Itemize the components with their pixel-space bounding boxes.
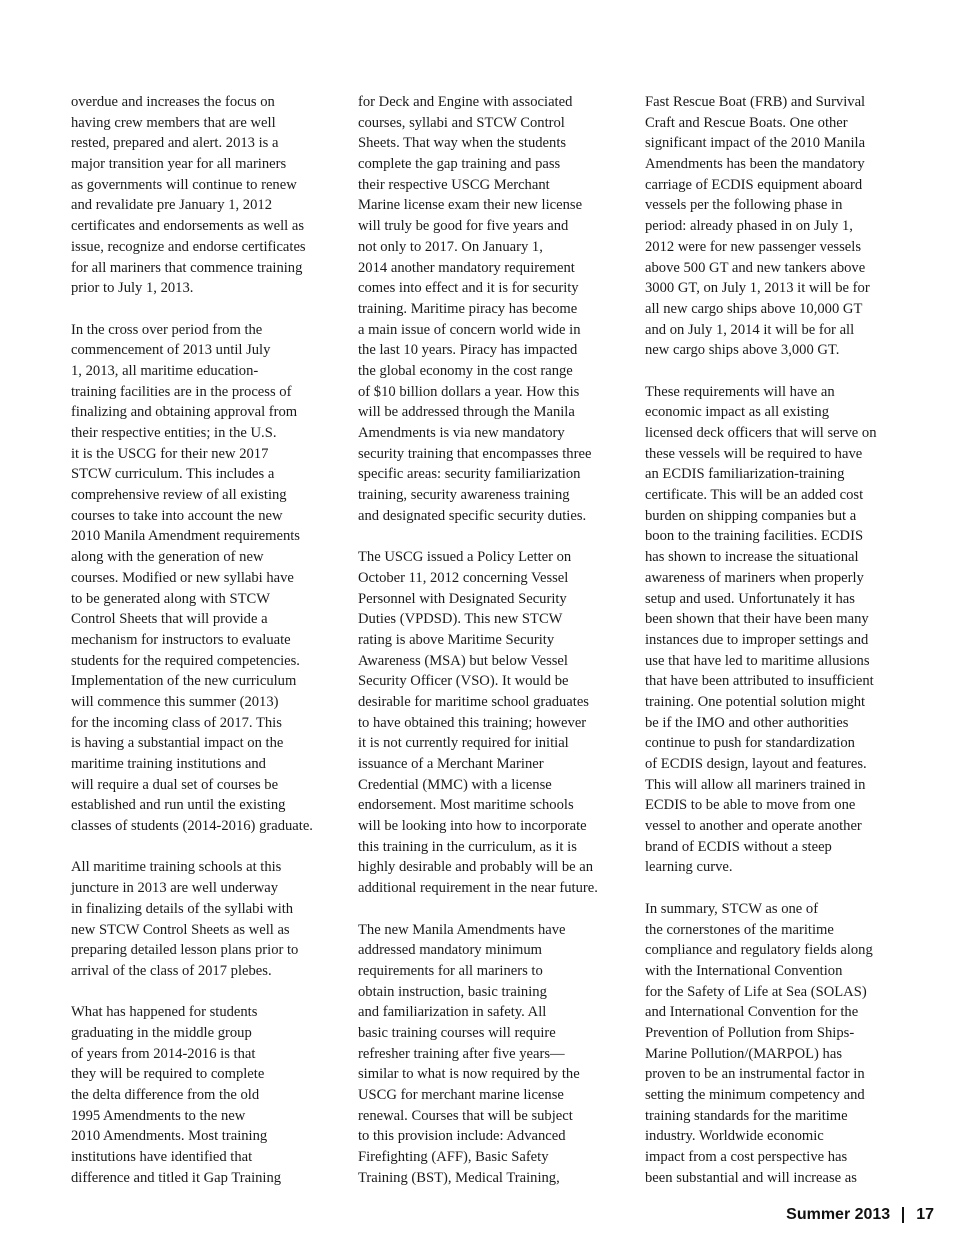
text-line: significant impact of the 2010 Manila — [645, 135, 866, 152]
text-line: arrival of the class of 2017 plebes. — [71, 962, 272, 979]
text-line: all new cargo ships above 10,000 GT — [645, 300, 863, 317]
text-line: Control Sheets that will provide a — [71, 611, 268, 628]
issue-label: Summer 2013 — [786, 1206, 891, 1223]
paragraph-gap — [358, 526, 630, 547]
text-line: and designated specific security duties. — [358, 507, 587, 524]
text-line: training, security awareness training — [358, 487, 570, 504]
text-line: period: already phased in on July 1, — [645, 218, 853, 235]
paragraph — [71, 320, 343, 837]
text-line: vessels per the following phase in — [645, 197, 843, 214]
paragraph-gap — [358, 899, 630, 920]
text-line: Training (BST), Medical Training, — [358, 1169, 560, 1186]
text-line: it is not currently required for initial — [358, 735, 569, 752]
text-line: This will allow all mariners trained in — [645, 776, 866, 793]
text-line: juncture in 2013 are well underway — [71, 880, 279, 897]
text-line: In summary, STCW as one of — [645, 900, 819, 917]
text-line: been substantial and will increase as — [645, 1169, 857, 1186]
text-line: certificate. This will be an added cost — [645, 487, 864, 504]
text-line: the cornerstones of the maritime — [645, 921, 834, 938]
text-line: it is the USCG for their new 2017 — [71, 445, 269, 462]
text-line: desirable for maritime school graduates — [358, 693, 589, 710]
text-line: above 500 GT and new tankers above — [645, 259, 866, 276]
text-line: training. Maritime piracy has become — [358, 300, 578, 317]
text-line: the delta difference from the old — [71, 1087, 260, 1103]
text-line: an ECDIS familiarization-training — [645, 466, 845, 483]
text-line: been shown that their have been many — [645, 611, 869, 628]
text-column-3 — [645, 92, 917, 1188]
text-line: Sheets. That way when the students — [358, 135, 567, 152]
text-line: industry. Worldwide economic — [645, 1128, 824, 1145]
text-line: the global economy in the cost range — [358, 362, 573, 379]
text-line: All maritime training schools at this — [71, 859, 282, 876]
text-line: STCW curriculum. This includes a — [71, 466, 275, 483]
text-line: has shown to increase the situational — [645, 549, 859, 566]
text-line: will truly be good for five years and — [358, 218, 569, 235]
paragraph — [358, 92, 630, 526]
text-line: commencement of 2013 until July — [71, 342, 271, 359]
text-line: comes into effect and it is for security — [358, 280, 579, 297]
text-line: for the Safety of Life at Sea (SOLAS) — [645, 983, 867, 1000]
paragraph-gap — [645, 361, 917, 382]
text-line: of years from 2014-2016 is that — [71, 1045, 256, 1062]
text-line: Craft and Rescue Boats. One other — [645, 114, 848, 131]
text-line: will commence this summer (2013) — [71, 693, 279, 710]
text-line: courses to take into account the new — [71, 507, 283, 524]
paragraph — [645, 899, 917, 1189]
text-line: having crew members that are well — [71, 114, 276, 131]
text-line: Marine Pollution/(MARPOL) has — [645, 1045, 843, 1062]
text-line: 2010 Manila Amendment requirements — [71, 528, 300, 545]
text-line: In the cross over period from the — [71, 321, 263, 338]
text-line: ECDIS to be able to move from one — [645, 797, 856, 814]
text-line: comprehensive review of all existing — [71, 487, 287, 504]
paragraph-gap — [71, 982, 343, 1003]
paragraph — [71, 1002, 343, 1188]
text-line: difference and titled it Gap Training — [71, 1169, 282, 1186]
text-line: to be generated along with STCW — [71, 590, 270, 607]
text-line: be if the IMO and other authorities — [645, 714, 849, 731]
text-line: complete the gap training and pass — [358, 156, 561, 173]
text-line: carriage of ECDIS equipment aboard — [645, 176, 863, 193]
paragraph-gap — [71, 837, 343, 858]
text-line: addressed mandatory minimum — [358, 942, 543, 959]
text-column-1 — [71, 92, 343, 1188]
text-line: boon to the training facilities. ECDIS — [645, 528, 864, 545]
text-line: the last 10 years. Piracy has impacted — [358, 342, 578, 359]
text-line: similar to what is now required by the — [358, 1066, 580, 1083]
text-line: these vessels will be required to have — [645, 445, 863, 462]
text-line: this training in the curriculum, as it is — [358, 838, 577, 855]
text-line: licensed deck officers that will serve on — [645, 425, 877, 441]
text-line: setup and used. Unfortunately it has — [645, 590, 855, 607]
text-line: additional requirement in the near future. — [358, 880, 598, 897]
text-line: Duties (VPDSD). This new STCW — [358, 611, 563, 628]
text-line: their respective USCG Merchant — [358, 176, 550, 193]
text-line: use that have led to maritime allusions — [645, 652, 870, 669]
text-line: for Deck and Engine with associated — [358, 94, 573, 110]
text-line: 1, 2013, all maritime education- — [71, 362, 259, 379]
text-line: of ECDIS design, layout and features. — [645, 756, 867, 772]
text-line: is having a substantial impact on the — [71, 735, 284, 752]
text-line: major transition year for all mariners — [71, 156, 287, 173]
text-line: 3000 GT, on July 1, 2013 it will be for — [645, 280, 870, 297]
text-line: for the incoming class of 2017. This — [71, 714, 282, 731]
text-line: new cargo ships above 3,000 GT. — [645, 342, 840, 359]
paragraph — [645, 92, 917, 361]
footer-divider — [902, 1207, 904, 1223]
text-line: Fast Rescue Boat (FRB) and Survival — [645, 94, 866, 110]
paragraph — [358, 920, 630, 1189]
text-line: highly desirable and probably will be an — [358, 859, 594, 876]
text-line: renewal. Courses that will be subject — [358, 1107, 573, 1124]
text-line: in finalizing details of the syllabi with — [71, 900, 294, 917]
text-line: proven to be an instrumental factor in — [645, 1066, 865, 1083]
text-line: Security Officer (VSO). It would be — [358, 673, 569, 690]
text-line: students for the required competencies. — [71, 652, 300, 669]
text-line: Amendments has been the mandatory — [645, 156, 865, 173]
text-line: 2014 another mandatory requirement — [358, 259, 575, 276]
text-line: mechanism for instructors to evaluate — [71, 631, 291, 648]
text-line: What has happened for students — [71, 1004, 258, 1021]
text-line: a main issue of concern world wide in — [358, 321, 581, 338]
text-line: that have been attributed to insufficient — [645, 673, 874, 690]
text-line: basic training courses will require — [358, 1024, 556, 1041]
text-line: Personnel with Designated Security — [358, 590, 567, 607]
text-line: Amendments is via new mandatory — [358, 425, 565, 441]
text-line: economic impact as all existing — [645, 404, 829, 421]
text-line: new STCW Control Sheets as well as — [71, 921, 290, 938]
text-line: with the International Convention — [645, 962, 843, 979]
text-line: Credential (MMC) with a license — [358, 776, 552, 793]
text-line: will be addressed through the Manila — [358, 404, 575, 421]
paragraph-gap — [645, 878, 917, 899]
text-line: as governments will continue to renew — [71, 176, 297, 193]
text-line: courses, syllabi and STCW Control — [358, 114, 565, 131]
text-line: October 11, 2012 concerning Vessel — [358, 569, 569, 586]
text-line: and revalidate pre January 1, 2012 — [71, 197, 272, 214]
text-line: The new Manila Amendments have — [358, 921, 566, 938]
text-line: specific areas: security familiarization — [358, 466, 581, 483]
text-line: compliance and regulatory fields along — [645, 942, 873, 959]
paragraph-gap — [71, 299, 343, 320]
text-line: institutions have identified that — [71, 1149, 253, 1166]
text-line: established and run until the existing — [71, 797, 286, 814]
text-line: certificates and endorsements as well as — [71, 218, 305, 235]
text-line: continue to push for standardization — [645, 735, 855, 752]
text-line: finalizing and obtaining approval from — [71, 404, 298, 421]
text-line: not only to 2017. On January 1, — [358, 238, 543, 255]
text-line: and International Convention for the — [645, 1004, 859, 1021]
text-line: will be looking into how to incorporate — [358, 818, 587, 835]
text-line: Awareness (MSA) but below Vessel — [358, 652, 568, 669]
text-line: 2010 Amendments. Most training — [71, 1128, 268, 1145]
text-line: impact from a cost perspective has — [645, 1149, 848, 1166]
text-line: security training that encompasses three — [358, 445, 592, 462]
text-column-2 — [358, 92, 630, 1188]
text-line: Firefighting (AFF), Basic Safety — [358, 1149, 549, 1166]
text-line: Prevention of Pollution from Ships- — [645, 1024, 855, 1041]
text-line: overdue and increases the focus on — [71, 94, 275, 110]
text-line: refresher training after five years— — [358, 1045, 565, 1062]
text-line: obtain instruction, basic training — [358, 983, 547, 1000]
text-line: along with the generation of new — [71, 549, 264, 566]
text-line: of $10 billion dollars a year. How this — [358, 383, 580, 400]
text-line: maritime training institutions and — [71, 756, 266, 772]
text-line: their respective entities; in the U.S. — [71, 425, 277, 441]
text-line: classes of students (2014-2016) graduate. — [71, 818, 313, 835]
text-line: requirements for all mariners to — [358, 962, 543, 979]
text-line: 2012 were for new passenger vessels — [645, 238, 861, 255]
text-line: awareness of mariners when properly — [645, 569, 864, 586]
text-line: prior to July 1, 2013. — [71, 280, 194, 297]
text-line: learning curve. — [645, 859, 733, 876]
text-line: The USCG issued a Policy Letter on — [358, 549, 572, 566]
text-line: setting the minimum competency and — [645, 1087, 865, 1103]
paragraph — [645, 382, 917, 879]
paragraph — [358, 547, 630, 899]
text-line: to have obtained this training; however — [358, 714, 587, 731]
text-line: rating is above Maritime Security — [358, 631, 555, 648]
text-line: USCG for merchant marine license — [358, 1087, 564, 1103]
page-footer — [786, 1206, 934, 1224]
text-line: preparing detailed lesson plans prior to — [71, 942, 299, 959]
text-line: for all mariners that commence training — [71, 259, 303, 276]
text-line: courses. Modified or new syllabi have — [71, 569, 294, 586]
text-line: training standards for the maritime — [645, 1107, 848, 1124]
text-line: training facilities are in the process of — [71, 383, 292, 400]
text-line: they will be required to complete — [71, 1066, 265, 1083]
paragraph — [71, 92, 343, 299]
text-line: These requirements will have an — [645, 383, 835, 400]
text-line: and familiarization in safety. All — [358, 1004, 547, 1021]
paragraph — [71, 857, 343, 981]
page-number: 17 — [916, 1206, 934, 1223]
text-line: to this provision include: Advanced — [358, 1128, 566, 1145]
text-line: instances due to improper settings and — [645, 631, 869, 648]
text-line: graduating in the middle group — [71, 1024, 252, 1041]
text-line: training. One potential solution might — [645, 693, 866, 710]
text-line: issue, recognize and endorse certificates — [71, 238, 306, 255]
text-line: Marine license exam their new license — [358, 197, 583, 214]
text-line: and on July 1, 2014 it will be for all — [645, 321, 855, 338]
text-line: endorsement. Most maritime schools — [358, 797, 574, 814]
text-line: 1995 Amendments to the new — [71, 1107, 246, 1124]
text-line: rested, prepared and alert. 2013 is a — [71, 135, 279, 152]
text-line: brand of ECDIS without a steep — [645, 838, 832, 855]
text-line: will require a dual set of courses be — [71, 776, 279, 793]
text-line: issuance of a Merchant Mariner — [358, 756, 544, 772]
text-line: vessel to another and operate another — [645, 818, 862, 835]
text-line: Implementation of the new curriculum — [71, 673, 297, 690]
text-line: burden on shipping companies but a — [645, 507, 857, 524]
